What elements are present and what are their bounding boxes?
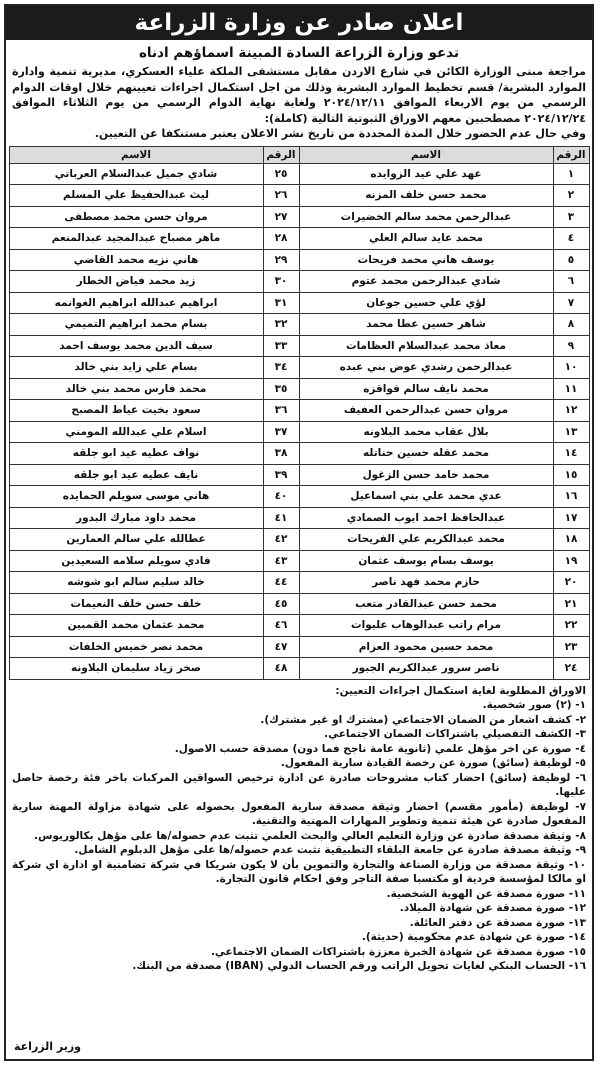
table-row (9, 314, 589, 336)
table-row (9, 228, 589, 250)
cell-num: ٣ (553, 206, 589, 228)
table-row (9, 529, 589, 551)
cell-name: محمد نايف سالم قواقزه (299, 378, 553, 400)
cell-name: خالد سليم سالم ابو شوشه (9, 572, 263, 594)
intro-text (6, 64, 592, 142)
cell-num: ٤٢ (263, 529, 299, 551)
cell-name: محمد حسن خلف المزنه (299, 185, 553, 207)
cell-name: يوسف بسام يوسف عثمان (299, 550, 553, 572)
cell-num: ١٦ (553, 486, 589, 508)
documents-heading: الاوراق المطلوبة لغاية استكمال اجراءات التعيين: (335, 684, 586, 697)
col-header-name-right: الاسم (299, 146, 553, 163)
cell-num: ١٢ (553, 400, 589, 422)
document-item: ١٠- وثيقة مصدقة من وزارة الصناعة والتجارة والتموين بأن لا يكون شريكا في شركة تضامنية او ادارة اي شركة او مالكا لمؤسسة فردية او مكتسبا صفة التاجر وفق احكام قانون التجارة. (12, 858, 586, 885)
cell-num: ٢٣ (553, 636, 589, 658)
required-documents (6, 684, 592, 974)
table-row (9, 249, 589, 271)
cell-num: ٤٤ (263, 572, 299, 594)
cell-num: ٦ (553, 271, 589, 293)
cell-name: ماهر مصباح عبدالمجيد عبدالمنعم (9, 228, 263, 250)
table-row (9, 206, 589, 228)
cell-name: معاذ محمد عبدالسلام العظامات (299, 335, 553, 357)
cell-name: حازم محمد فهد ناصر (299, 572, 553, 594)
announcement-subtitle: تدعو وزارة الزراعة السادة المبينة اسماؤهم ادناه (138, 45, 460, 61)
cell-name: مرام راتب عبدالوهاب عليوات (299, 615, 553, 637)
cell-num: ٣٣ (263, 335, 299, 357)
cell-name: بسام علي زايد بني خالد (9, 357, 263, 379)
cell-num: ٣٩ (263, 464, 299, 486)
cell-name: شادي جميل عبدالسلام العرباتي (9, 163, 263, 185)
cell-name: خلف حسن خلف النعيمات (9, 593, 263, 615)
cell-num: ٢٧ (263, 206, 299, 228)
table-row (9, 443, 589, 465)
announcement-title: اعلان صادر عن وزارة الزراعة (6, 6, 592, 40)
table-row (9, 163, 589, 185)
cell-num: ٢٨ (263, 228, 299, 250)
cell-name: ناصر سرور عبدالكريم الجبور (299, 658, 553, 680)
table-row (9, 615, 589, 637)
table-row (9, 357, 589, 379)
cell-num: ٢ (553, 185, 589, 207)
cell-num: ٤١ (263, 507, 299, 529)
cell-num: ٨ (553, 314, 589, 336)
documents-list (12, 698, 586, 974)
cell-name: سعود بخيت عياط المصبح (9, 400, 263, 422)
cell-name: محمد داود مبارك البدور (9, 507, 263, 529)
table-row (9, 507, 589, 529)
document-item: ١٤- صورة عن شهادة عدم محكومية (حديثة). (361, 931, 586, 943)
col-header-name-left: الاسم (9, 146, 263, 163)
cell-name: محمد عايد سالم العلي (299, 228, 553, 250)
cell-num: ٢٦ (263, 185, 299, 207)
cell-num: ٤ (553, 228, 589, 250)
document-item: ٢- كشف اشعار من الضمان الاجتماعي (مشترك او غير مشترك). (260, 713, 586, 726)
cell-num: ٩ (553, 335, 589, 357)
cell-num: ٧ (553, 292, 589, 314)
document-item: ٣- الكشف التفصيلي باشتراكات الضمان الاجتماعي. (324, 728, 586, 740)
intro-paragraph: مراجعة مبنى الوزارة الكائن في شارع الاردن مقابل مستشفى الملكة علياء العسكري، مديرية تنمية وادارة الموارد البشرية/ قسم تخطيط الموارد البشرية وذلك من اجل استكمال اجراءات تعيينهم خلال اوقات الدوام الرسمي من يوم الاربعاء الموافق ٢٠٢٤/١٢/١١ ولغاية نهاية الدوام الرسمي من يوم الثلاثاء الموافق ٢٠٢٤/١٢/٢٤ مصطحبين معهم الاوراق الثبوتية التالية (كاملة): (12, 65, 587, 125)
document-item: ١١- صورة مصدقة عن الهوية الشخصية. (386, 887, 586, 900)
cell-name: نايف عطيه عيد ابو جلقه (9, 464, 263, 486)
cell-num: ٣٢ (263, 314, 299, 336)
cell-num: ٤٨ (263, 658, 299, 680)
cell-num: ٢٩ (263, 249, 299, 271)
table-row (9, 400, 589, 422)
cell-num: ١٩ (553, 550, 589, 572)
table-row (9, 658, 589, 680)
cell-name: محمد فارس محمد بني خالد (9, 378, 263, 400)
cell-num: ٤٠ (263, 486, 299, 508)
cell-name: عبدالرحمن رشدي عوض بني عبده (299, 357, 553, 379)
announcement (4, 4, 594, 1061)
cell-name: مروان حسن عبدالرحمن العفيف (299, 400, 553, 422)
cell-name: محمد حسن عبدالقادر متعب (299, 593, 553, 615)
cell-num: ٤٥ (263, 593, 299, 615)
cell-num: ٤٧ (263, 636, 299, 658)
table-row (9, 572, 589, 594)
document-item: ٨- وثيقة مصدقة صادرة عن وزارة التعليم العالي والبحث العلمي تثبت عدم حصوله/ها على مؤهل بكالوريوس. (33, 829, 586, 842)
cell-name: لؤي علي حسين جوعان (299, 292, 553, 314)
cell-num: ٣٠ (263, 271, 299, 293)
cell-num: ٣٥ (263, 378, 299, 400)
table-row (9, 271, 589, 293)
cell-num: ٤٣ (263, 550, 299, 572)
table-row (9, 421, 589, 443)
cell-num: ٢٤ (553, 658, 589, 680)
cell-name: محمد عثمان محمد القمبين (9, 615, 263, 637)
names-table-body (9, 163, 589, 679)
table-row (9, 636, 589, 658)
cell-num: ١٧ (553, 507, 589, 529)
cell-num: ١٥ (553, 464, 589, 486)
table-row (9, 550, 589, 572)
cell-name: ليث عبدالحفيظ علي المسلم (9, 185, 263, 207)
table-row (9, 464, 589, 486)
document-item: ٦- لوظيفة (سائق) احضار كتاب مشروحات صادرة عن ادارة ترخيص السواقين المركبات باخر فئة رخصة حاصل عليها. (12, 771, 586, 798)
cell-name: يوسف هاني محمد فريحات (299, 249, 553, 271)
cell-num: ١ (553, 163, 589, 185)
cell-num: ٤٦ (263, 615, 299, 637)
cell-name: عبدالرحمن محمد سالم الخضيرات (299, 206, 553, 228)
cell-name: عدي محمد علي بني اسماعيل (299, 486, 553, 508)
table-row (9, 335, 589, 357)
cell-num: ٣١ (263, 292, 299, 314)
document-item: ٤- صورة عن اخر مؤهل علمي (ثانوية عامة ناجح فما دون) مصدقة حسب الاصول. (174, 742, 586, 755)
cell-name: نواف عطيه عيد ابو جلقه (9, 443, 263, 465)
table-row (9, 292, 589, 314)
cell-num: ٢١ (553, 593, 589, 615)
cell-name: سيف الدين محمد يوسف احمد (9, 335, 263, 357)
names-table (9, 146, 590, 680)
cell-name: صخر زياد سليمان البلاونه (9, 658, 263, 680)
table-row (9, 486, 589, 508)
cell-name: ابراهيم عبدالله ابراهيم الغوانمه (9, 292, 263, 314)
cell-num: ٢٠ (553, 572, 589, 594)
cell-num: ١١ (553, 378, 589, 400)
cell-name: محمد عقله حسين حناتله (299, 443, 553, 465)
col-header-num-left: الرقم (263, 146, 299, 163)
cell-name: محمد حامد حسن الزغول (299, 464, 553, 486)
cell-num: ٣٧ (263, 421, 299, 443)
cell-name: عطالله علي سالم العمارين (9, 529, 263, 551)
cell-num: ٢٥ (263, 163, 299, 185)
cell-num: ١٤ (553, 443, 589, 465)
cell-name: هاني موسى سويلم الحمايده (9, 486, 263, 508)
document-item: ١٥- صورة مصدقة عن شهادة الخبرة معززة باشتراكات الضمان الاجتماعي. (210, 945, 586, 958)
document-item: ٧- لوظيفة (مأمور مقسم) احضار وثيقة مصدقة سارية المفعول بحصوله على شهادة مزاولة المهنة سارية المفعول صادرة عن هيئة تنمية وتطوير المهارات المهنية والتقنية. (12, 800, 586, 827)
cell-name: عبدالحافظ احمد ايوب الصمادي (299, 507, 553, 529)
cell-name: مروان حسن محمد مصطفى (9, 206, 263, 228)
cell-num: ٥ (553, 249, 589, 271)
table-header-row (9, 146, 589, 163)
cell-name: شاهر حسين عطا محمد (299, 314, 553, 336)
cell-num: ١٣ (553, 421, 589, 443)
cell-name: بسام محمد ابراهيم التميمي (9, 314, 263, 336)
cell-num: ٣٨ (263, 443, 299, 465)
table-row (9, 593, 589, 615)
cell-name: فادي سويلم سلامه السعيدين (9, 550, 263, 572)
cell-name: محمد نصر خميس الخلفات (9, 636, 263, 658)
document-item: ٩- وثيقة مصدقة صادرة عن جامعة البلقاء التطبيقية تثبت عدم حصوله/ها على مؤهل الدبلوم الشامل. (74, 844, 586, 856)
cell-name: زيد محمد فياض الخطار (9, 271, 263, 293)
document-item: ١- (٢) صور شخصية. (482, 699, 586, 711)
cell-num: ٣٤ (263, 357, 299, 379)
cell-name: عهد علي عيد الزوايده (299, 163, 553, 185)
intro-note: وفي حال عدم الحضور خلال المدة المحددة من تاريخ نشر الاعلان يعتبر مستنكفا عن التعيين. (94, 127, 586, 140)
cell-name: محمد عبدالكريم علي الفريحات (299, 529, 553, 551)
table-row (9, 185, 589, 207)
document-item: ١٣- صورة مصدقة عن دفتر العائلة. (409, 916, 586, 929)
signature: وزير الزراعة (14, 1040, 82, 1053)
document-item: ١٦- الحساب البنكي لغايات تحويل الراتب ورقم الحساب الدولي (IBAN) مصدقة من البنك. (132, 960, 586, 972)
cell-name: شادي عبدالرحمن محمد عتوم (299, 271, 553, 293)
cell-name: اسلام علي عبدالله المومني (9, 421, 263, 443)
table-row (9, 378, 589, 400)
cell-num: ٣٦ (263, 400, 299, 422)
col-header-num-right: الرقم (553, 146, 589, 163)
cell-name: بلال عقاب محمد البلاونه (299, 421, 553, 443)
document-item: ٥- لوظيفة (سائق) صورة عن رخصة القيادة سارية المفعول. (280, 757, 586, 769)
cell-name: هاني نزيه محمد القاضي (9, 249, 263, 271)
cell-num: ٢٢ (553, 615, 589, 637)
cell-name: محمد حسين محمود العزام (299, 636, 553, 658)
cell-num: ١٨ (553, 529, 589, 551)
document-item: ١٢- صورة مصدقة عن شهادة الميلاد. (399, 902, 586, 914)
cell-num: ١٠ (553, 357, 589, 379)
